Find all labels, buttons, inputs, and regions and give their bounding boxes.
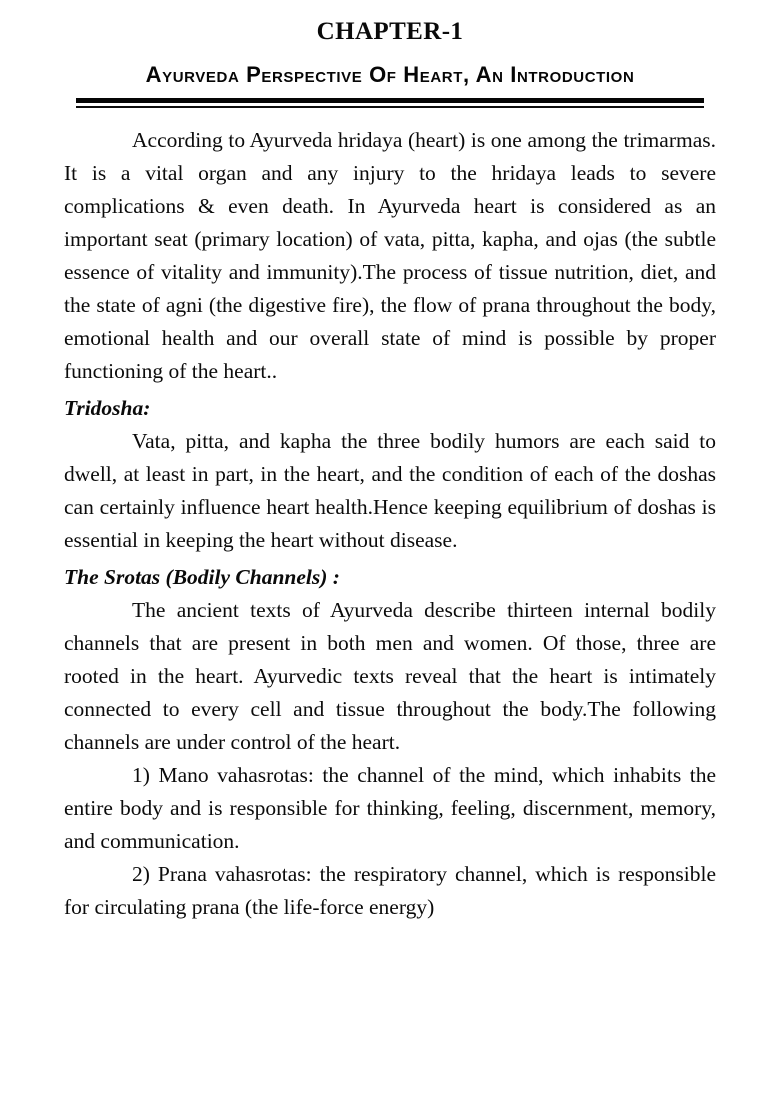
paragraph-srotas: The ancient texts of Ayurveda describe thirteen internal bodily channels that are present in both men and women. Of those, three are rooted in the heart. Ayurvedic texts reveal that the heart is intimately connected to every cell and tissue throughout the body.The following channels are under control of the heart.: [64, 597, 716, 754]
chapter-subtitle: Ayurveda Perspective Of Heart, An Introduction: [145, 61, 635, 87]
heading-srotas: The Srotas (Bodily Channels) :: [64, 564, 340, 589]
list-item-prana-vahasrotas: 2) Prana vahasrotas: the respiratory channel, which is responsible for circulating prana (the life-force energy): [64, 861, 716, 919]
paragraph-tridosha: Vata, pitta, and kapha the three bodily humors are each said to dwell, at least in part, in the heart, and the condition of each of the doshas can certainly influence heart health.Hence keeping equilibrium of doshas is essential in keeping the heart without disease.: [64, 428, 716, 552]
body-text-column: [64, 108, 716, 924]
chapter-number-title: CHAPTER-1: [316, 18, 464, 45]
paragraph-intro: According to Ayurveda hridaya (heart) is one among the trimarmas. It is a vital organ and any injury to the hridaya leads to severe complications & even death. In Ayurveda heart is considered as an important seat (primary location) of vata, pitta, kapha, and ojas (the subtle essence of vitality and immunity).The process of tissue nutrition, diet, and the state of agni (the digestive fire), the flow of prana throughout the body, emotional health and our overall state of mind is possible by proper functioning of the heart..: [64, 127, 716, 383]
list-item-mano-vahasrotas: 1) Mano vahasrotas: the channel of the mind, which inhabits the entire body and is responsible for thinking, feeling, discernment, memory, and communication.: [64, 762, 716, 853]
header-divider: [76, 98, 704, 108]
heading-tridosha: Tridosha:: [64, 395, 151, 420]
